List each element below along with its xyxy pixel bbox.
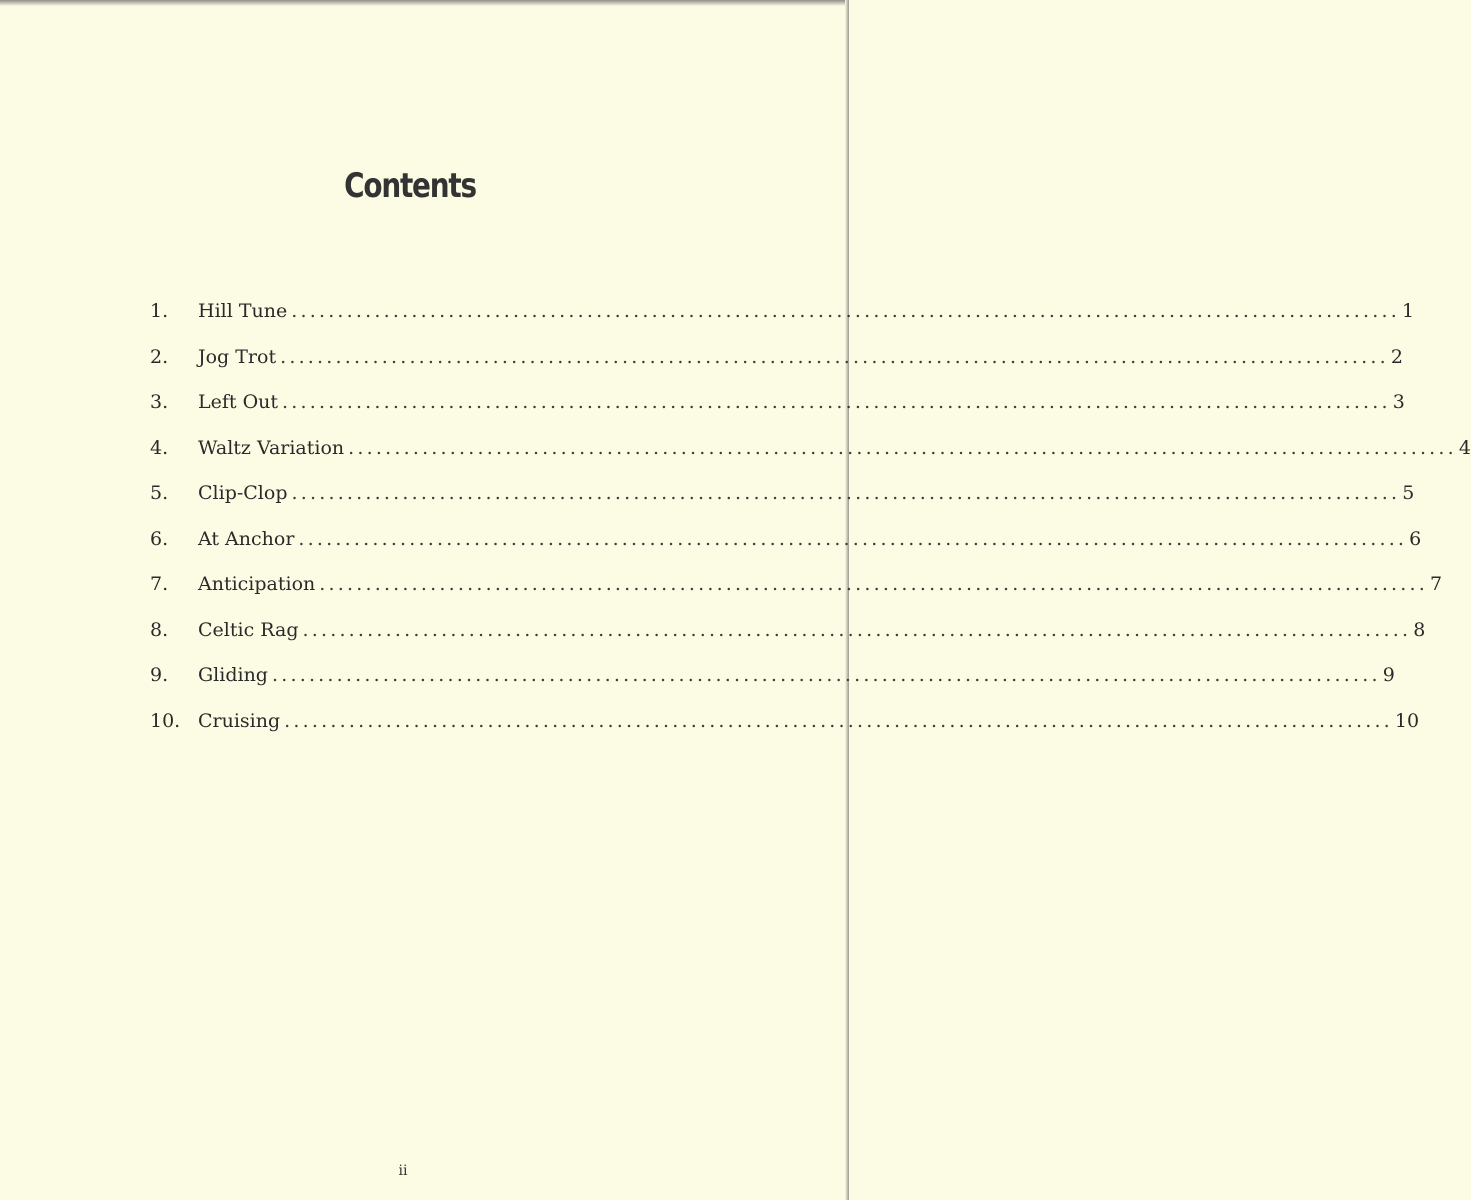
dot-leader: ........................................................................................................................ xyxy=(302,618,1412,641)
page-number: ii xyxy=(398,1163,408,1179)
dot-leader: ........................................................................................................................ xyxy=(348,436,1457,459)
scan-right-edge xyxy=(845,0,849,1200)
toc-entry-title: Clip-Clop xyxy=(198,482,288,504)
table-of-contents xyxy=(150,300,1471,755)
toc-entry-number: 1. xyxy=(150,300,169,322)
toc-entry-title: Cruising xyxy=(198,709,281,732)
toc-entry-page: 10 xyxy=(1394,709,1420,732)
toc-entry xyxy=(150,527,1422,574)
dot-leader: ........................................................................................................................ xyxy=(319,573,1429,595)
toc-entry-page: 8 xyxy=(1413,618,1426,641)
scan-top-edge xyxy=(0,0,849,6)
toc-entry xyxy=(150,709,1420,756)
dot-leader: ........................................................................................................................ xyxy=(284,709,1393,732)
toc-entry-number: 8. xyxy=(150,618,169,641)
dot-leader: ........................................................................................................................ xyxy=(298,527,1408,550)
toc-entry-title: Anticipation xyxy=(198,573,316,595)
dot-leader: ........................................................................................................................ xyxy=(291,300,1400,322)
page-title: Contents xyxy=(344,166,476,206)
toc-entry-title: Celtic Rag xyxy=(198,618,299,641)
toc-entry-page: 2 xyxy=(1390,345,1403,368)
toc-entry-title: Waltz Variation xyxy=(198,436,345,459)
toc-entry-title: Hill Tune xyxy=(198,300,288,322)
toc-entry-number: 2. xyxy=(150,345,169,368)
toc-entry-page: 3 xyxy=(1392,391,1405,413)
toc-entry-page: 6 xyxy=(1409,527,1422,550)
toc-entry xyxy=(150,618,1426,665)
toc-entry-number: 6. xyxy=(150,527,169,550)
toc-entry-title: Left Out xyxy=(198,391,279,413)
toc-entry-page: 5 xyxy=(1402,482,1415,504)
toc-entry-number: 3. xyxy=(150,391,169,413)
dot-leader: ........................................................................................................................ xyxy=(282,391,1391,413)
toc-entry-number: 5. xyxy=(150,482,169,504)
toc-entry-number: 10. xyxy=(150,709,181,732)
toc-entry xyxy=(150,436,1471,483)
toc-entry-title: Jog Trot xyxy=(198,345,277,368)
toc-entry-number: 4. xyxy=(150,436,169,459)
toc-entry-page: 7 xyxy=(1430,573,1443,595)
toc-entry-page: 1 xyxy=(1401,300,1415,322)
dot-leader: ........................................................................................................................ xyxy=(291,482,1401,504)
toc-entry-number: 7. xyxy=(150,573,169,595)
toc-entry xyxy=(150,573,1443,619)
toc-entry-title: Gliding xyxy=(198,664,268,686)
toc-entry xyxy=(150,482,1415,528)
toc-entry-page: 4 xyxy=(1458,436,1471,459)
toc-entry xyxy=(150,664,1395,710)
toc-entry xyxy=(150,345,1403,392)
toc-entry xyxy=(150,391,1405,437)
toc-entry-title: At Anchor xyxy=(198,527,295,550)
dot-leader: ........................................................................................................................ xyxy=(280,345,1389,368)
toc-entry-number: 9. xyxy=(150,664,169,686)
toc-entry-page: 9 xyxy=(1382,664,1395,686)
dot-leader: ........................................................................................................................ xyxy=(271,664,1381,686)
toc-entry xyxy=(150,300,1415,346)
